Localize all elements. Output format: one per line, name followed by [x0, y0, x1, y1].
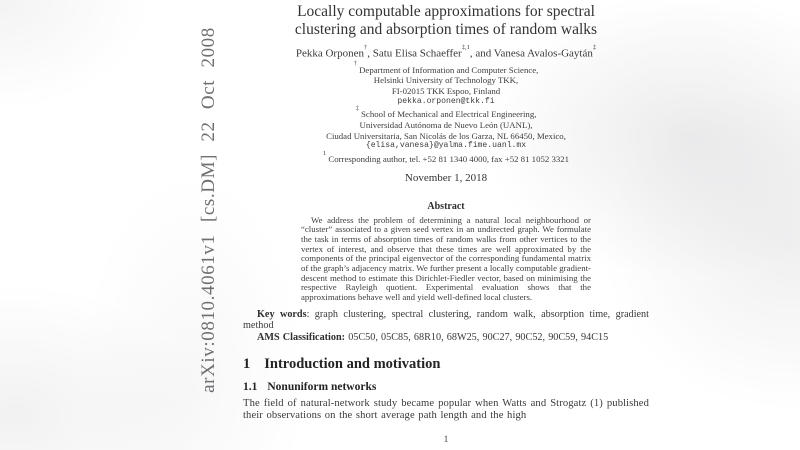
author-mark: † — [363, 43, 368, 51]
section-heading — [243, 356, 649, 373]
affiliation-mark: † — [353, 60, 357, 68]
keywords-label: Key words — [257, 308, 307, 320]
paper-page — [243, 0, 649, 422]
subsection-title: Nonuniform networks — [267, 380, 377, 393]
abstract-text: We address the problem of determining a natural local neighbourhood or “cluster” associated to a given seed vertex in an undirected graph. We formulate the task in terms of absorption times of random walks from other vertices to the vertex of interest, and observe that these times are well approximated by the components of the principal eigenvector of the corresponding fundamental matrix of the graph’s adjacency matrix. We further present a locally computable gradient-descent method to estimate this Dirichlet-Fiedler vector, based on minimising the respective Rayleigh quotient. Experimental evaluation shows that the approximations behave well and yield well-defined local clusters. — [301, 214, 591, 302]
date-line: November 1, 2018 — [404, 171, 488, 184]
author-name: Satu Elisa Schaeffer — [372, 47, 462, 60]
affiliation-line — [243, 60, 649, 76]
affiliation-line: Helsinki University of Technology TKK, — [373, 75, 519, 86]
author-separator: , — [367, 47, 373, 60]
affiliation-line: FI-02015 TKK Espoo, Finland — [391, 85, 501, 96]
affiliation-text: School of Mechanical and Electrical Engineering, — [361, 109, 537, 120]
corresponding-note — [243, 149, 649, 165]
author-mark: ‡ — [592, 43, 597, 51]
section-title: Introduction and motivation — [264, 355, 441, 372]
corresponding-text: Corresponding author, tel. +52 81 1340 4000, fax +52 81 1052 3321 — [328, 154, 570, 165]
affiliation-line — [243, 104, 649, 120]
paper-title: Locally computable approximations for spectral clustering and absorption times of random walks — [294, 3, 598, 38]
subsection-heading — [243, 381, 649, 393]
intro-paragraph: The field of natural-network study became popular when Watts and Strogatz (1) published their observations on the short average path length and the high — [243, 397, 649, 421]
email-line: pekka.orponen@tkk.fi — [397, 96, 495, 106]
author-line — [243, 43, 649, 60]
keywords-line — [243, 309, 649, 331]
ams-text: 05C50, 05C85, 68R10, 68W25, 90C27, 90C52, 90C59, 94C15 — [345, 331, 609, 343]
email-line: {elisa,vanesa}@yalma.fime.uanl.mx — [365, 141, 527, 151]
affiliation-line: Universidad Autónoma de Nuevo León (UANL), — [359, 120, 533, 131]
affiliation-mark: ‡ — [355, 104, 359, 112]
keywords-text: : graph clustering, spectral clustering, random walk, absorption time, gradient method — [243, 308, 649, 331]
affiliation-text: Department of Information and Computer Science, — [359, 64, 539, 75]
author-separator: , and — [469, 47, 494, 60]
ams-label: AMS Classification: — [257, 331, 346, 343]
author-name: Pekka Orponen — [295, 47, 364, 60]
affiliation-line: Ciudad Universitaria, San Nicolás de los Garza, NL 66450, Mexico, — [326, 130, 566, 141]
affiliation-block — [243, 60, 649, 165]
footnote-mark: 1 — [322, 149, 327, 157]
section-number: 1 — [243, 355, 251, 372]
subsection-number: 1.1 — [243, 380, 258, 393]
author-mark: ‡,1 — [461, 43, 470, 51]
abstract-heading: Abstract — [427, 200, 465, 212]
page-number: 1 — [443, 435, 449, 445]
arxiv-stamp: arXiv:0810.4061v1 [cs.DM] 22 Oct 2008 — [198, 27, 219, 393]
author-name: Vanesa Avalos-Gaytán — [493, 47, 593, 60]
ams-line — [243, 332, 649, 343]
